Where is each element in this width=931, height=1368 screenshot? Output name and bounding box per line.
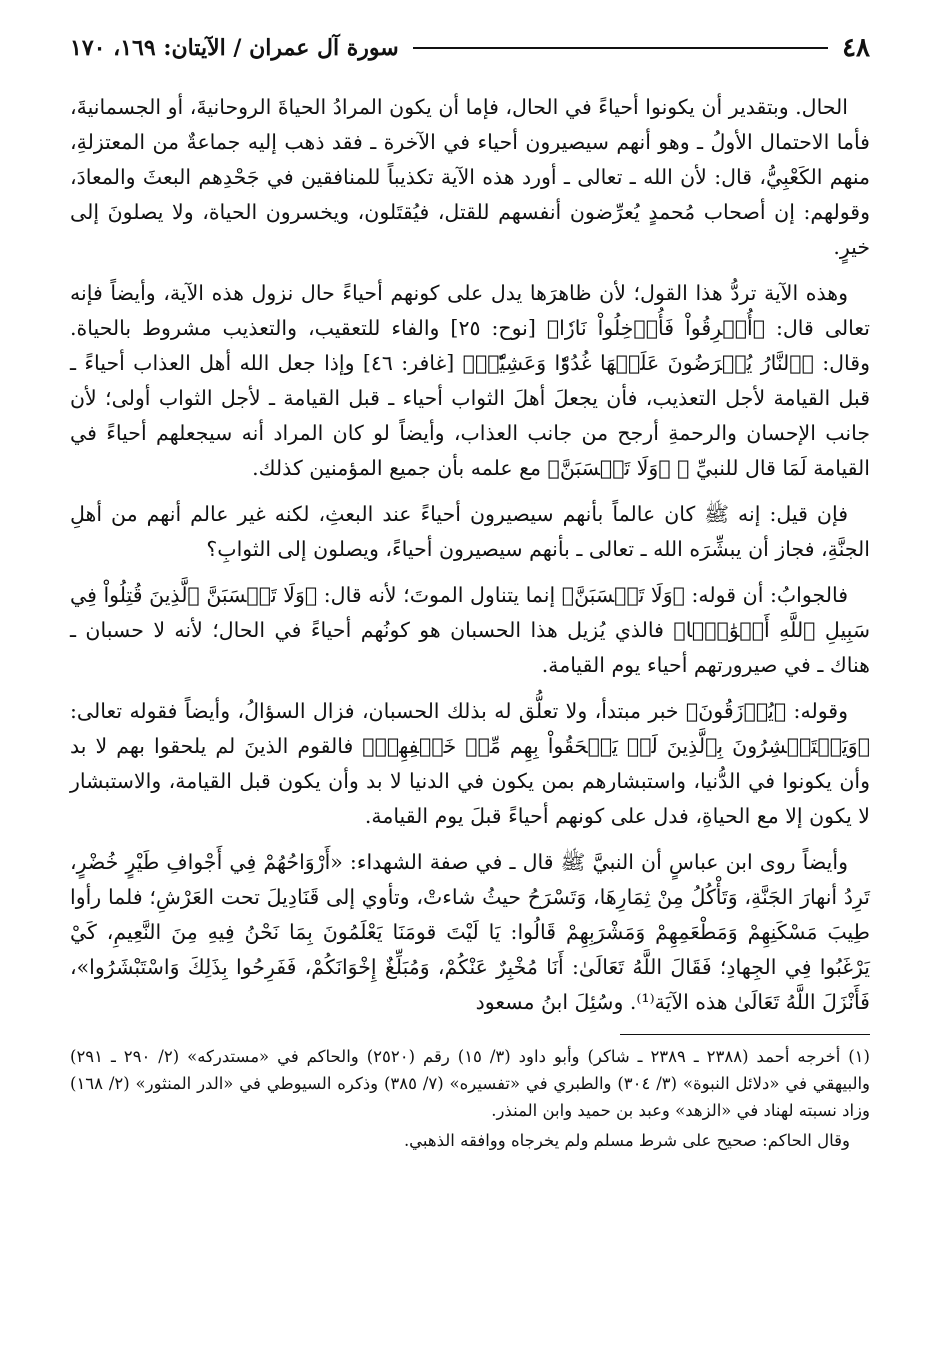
footnote: (١) أخرجه أحمد (٢٣٨٨ ـ ٢٣٨٩ ـ شاكر) وأبو داود (٣/ ١٥) رقم (٢٥٢٠) والحاكم في «مستدركه» (٢/ ٢٩٠ ـ ٢٩١) والبيهقي في «دلائل النبوة» (٣/ ٣٠٤) والطبري في «تفسيره» (٧/ ٣٨٥) وذكره السيوطي في «الدر المنثور» (٢/ ١٦٨) وزاد نسبته لهناد في «الزهد» وعبد بن حميد وابن المنذر. (70, 1047, 871, 1120)
running-title: سورة آل عمران / الآيتان: ١٦٩، ١٧٠ (70, 35, 399, 61)
paragraph: وقوله: ﴿يُرۡزَقُونَ﴾ خبر مبتدأ، ولا تعلُّق له بذلك الحسبان، فزال السؤالُ، وأيضاً فقوله تعالى: ﴿وَيَسۡتَبۡشِرُونَ بِٱلَّذِينَ لَمۡ يَلۡحَقُواْ بِهِم مِّنۡ خَلۡفِهِمۡ﴾ فالقوم الذينَ لم يلحقوا بهم لا بد وأن يكونوا في الدُّنيا، واستبشارهم بمن يكون في الدنيا لا بد وأن يكون قبل القيامة، والاستبشار لا يكون إلا مع الحياةِ، فدل على كونهم أحياءً قبلَ يوم القيامة. (70, 699, 870, 828)
footnotes (70, 1043, 870, 1154)
paragraph: وأيضاً روى ابن عباسٍ أن النبيَّ ﷺ قال ـ في صفة الشهداء: «أَرْوَاحُهُمْ فِي أَجْوافِ طَيْرٍ خُضْرٍ، تَرِدُ أنهارَ الجَنَّةِ، وَتَأْكُلُ مِنْ ثِمَارِهَا، وَتَسْرَحُ حيثُ شاءتْ، وتأوي إلى قَنَادِيلَ تحت العَرْشِ؛ فلما رأوا طِيبَ مَسْكَنِهِمْ وَمَطْعَمِهِمْ وَمَشْرَبِهِمْ قَالُوا: يَا لَيْتَ قومَنَا يَعْلَمُونَ بِمَا نَحْنُ فِيهِ مِنَ النَّعِيمِ، كَيْ يَرْغَبُوا فِي الجِهادِ؛ فَقَالَ اللَّهُ تَعَالَىٰ: أَنَا مُخْبِرٌ عَنْكُمْ، وَمُبَلِّغٌ إِخْوَانَكُمْ، فَفَرِحُوا بِذَلِكَ وَاسْتَبْشَرُوا»، فَأَنْزَلَ اللَّهُ تَعَالَىٰ هذه الآيَة⁽¹⁾. وسُئِلَ ابنُ مسعود (70, 850, 870, 1014)
main-text (70, 90, 870, 1020)
footnote-continuation: وقال الحاكم: صحيح على شرط مسلم ولم يخرجاه ووافقه الذهبي. (403, 1131, 850, 1150)
page-number: ٤٨ (842, 33, 870, 63)
paragraph: الحال. وبتقدير أن يكونوا أحياءً في الحال، فإما أن يكون المرادُ الحياةَ الروحانيةَ، أو الجسمانيةَ، فأما الاحتمال الأولُ ـ وهو أنهم سيصيرون أحياء في الآخرة ـ فقد ذهب إليه جماعةٌ من المعتزلةِ، منهم الكَعْبِيُّ، قال: لأن الله ـ تعالى ـ أورد هذه الآية تكذيباً للمنافقين في جَحْدِهم البعثَ والمعادَ، وقولهم: إن أصحاب مُحمدٍ يُعرِّضون أنفسهم للقتل، فيُقتَلون، ويخسرون الحياة، ولا يصلونَ إلى خيرٍ. (70, 95, 870, 259)
footnote-separator (620, 1034, 870, 1035)
paragraph: وهذه الآية تردُّ هذا القول؛ لأن ظاهرَها يدل على كونهم أحياءً حال نزول هذه الآية، وأيضاً فإنه تعالى قال: ﴿أُغۡرِقُواْ فَأُدۡخِلُواْ نَارٗا﴾ [نوح: ٢٥] والفاء للتعقيب، والتعذيب مشروط بالحياة. وقال: ﴿ٱلنَّارُ يُعۡرَضُونَ عَلَيۡهَا غُدُوّٗا وَعَشِيّٗاۚ﴾ [غافر: ٤٦] وإذا جعل الله أهل العذاب أحياءً ـ قبل القيامة لأجل التعذيب، فأن يجعلَ أهلَ الثواب أحياء ـ قبل القيامة ـ لأجل الثواب أولى؛ لأن جانب الإحسان والرحمةِ أرجح من جانب العذاب، وأيضاً لو كان المراد أنه سيجعلهم أحياءً في القيامة لَمَا قال للنبيِّ ﷺ ﴿وَلَا تَحۡسَبَنَّ﴾ مع علمه بأن جميع المؤمنين كذلك. (70, 281, 871, 480)
page-header (70, 28, 870, 68)
paragraph: فإن قيل: إنه ﷺ كان عالماً بأنهم سيصيرون أحياءً عند البعثِ، لكنه غير عالم أنهم من أهلِ الجنَّةِ، فجاز أن يبشِّرَه الله ـ تعالى ـ بأنهم سيصيرون أحياءً، ويصلون إلى الثوابِ؟ (70, 502, 870, 561)
paragraph: فالجوابُ: أن قوله: ﴿وَلَا تَحۡسَبَنَّ﴾ إنما يتناول الموتَ؛ لأنه قال: ﴿وَلَا تَحۡسَبَنَّ ٱلَّذِينَ قُتِلُواْ فِي سَبِيلِ ٱللَّهِ أَمۡوَٰتَۢا﴾ فالذي يُزيل هذا الحسبان هو كونُهم أحياءً في الحال؛ لأنه لا حسبان ـ هناك ـ في صيرورتهم أحياء يوم القيامة. (70, 583, 870, 677)
header-rule (413, 47, 828, 49)
book-page (70, 28, 870, 1157)
